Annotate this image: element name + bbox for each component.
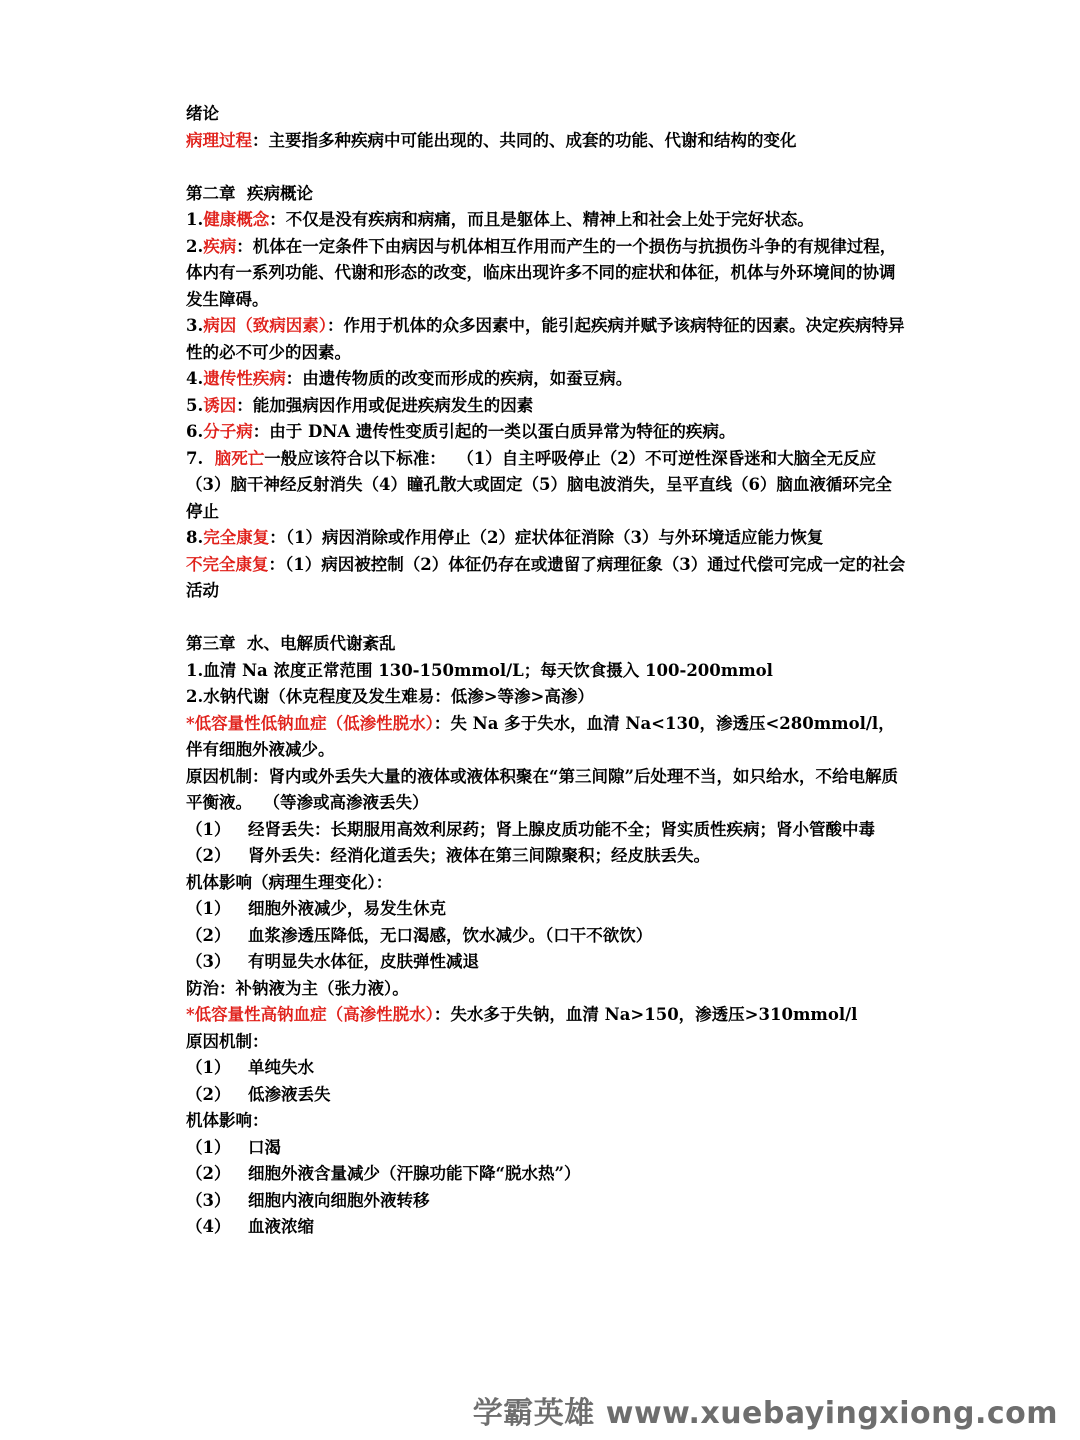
list-item: （3） 有明显失水体征，皮肤弹性减退 — [186, 952, 479, 971]
hyper-definition: *低容量性高钠血症（高渗性脱水）：失水多于失钠，血清 Na>150，渗透压>310mmol/l — [186, 1005, 858, 1024]
ch3-line: 2.水钠代谢（休克程度及发生难易：低渗>等渗>高渗） — [186, 687, 594, 706]
list-item: （4） 血液浓缩 — [186, 1217, 314, 1236]
term-highlight: 不完全康复 — [186, 554, 269, 574]
document-page — [186, 101, 906, 1241]
ch2-item: 不完全康复：（1）病因被控制（2）体征仍存在或遗留了病理征象（3）通过代偿可完成一定的社会活动 — [186, 554, 906, 600]
hyper-cause-label: 原因机制： — [186, 1031, 269, 1051]
term-highlight: 分子病 — [203, 422, 253, 441]
list-item: （1） 细胞外液减少，易发生休克 — [186, 899, 446, 918]
hypo-definition: *低容量性低钠血症（低渗性脱水）：失 Na 多于失水，血清 Na<130，渗透压<280mmol/l，伴有细胞外液减少。 — [186, 713, 895, 759]
term-highlight: 完全康复 — [203, 528, 270, 547]
ch2-item: 5.诱因：能加强病因作用或促进疾病发生的因素 — [186, 395, 534, 415]
term-highlight: 诱因 — [203, 395, 237, 415]
list-item: （2） 血浆渗透压降低，无口渴感，饮水减少。（口干不欲饮） — [186, 925, 653, 945]
ch2-item: 4.遗传性疾病：由遗传物质的改变而形成的疾病，如蚕豆病。 — [186, 369, 633, 388]
chapter2-heading: 第二章 疾病概论 — [186, 183, 313, 203]
term-highlight: *低容量性高钠血症（高渗性脱水） — [186, 1005, 434, 1024]
hypo-effects-label: 机体影响（病理生理变化）： — [186, 872, 393, 892]
ch2-item: 7. 脑死亡一般应该符合以下标准： （1）自主呼吸停止（2）不可逆性深昏迷和大脑全无反应（3）脑干神经反射消失（4）瞳孔散大或固定（5）脑电波消失，呈平直线（6）脑血液循环完全停止 — [186, 448, 892, 521]
chapter3-heading: 第三章 水、电解质代谢紊乱 — [186, 634, 396, 653]
ch2-item: 3.病因（致病因素）：作用于机体的众多因素中，能引起疾病并赋予该病特征的因素。决定疾病特异性的必不可少的因素。 — [186, 316, 905, 362]
list-item: （2） 细胞外液含量减少（汗腺功能下降“脱水热”） — [186, 1164, 581, 1183]
ch3-line: 1.血清 Na 浓度正常范围 130-150mmol/L；每天饮食摄入 100-200mmol — [186, 660, 773, 680]
list-item: （3） 细胞内液向细胞外液转移 — [186, 1190, 430, 1210]
intro-heading: 绪论 — [186, 104, 219, 123]
term-highlight: 健康概念 — [203, 210, 270, 229]
term-highlight: 脑死亡 — [214, 448, 265, 468]
ch2-item: 1.健康概念：不仅是没有疾病和病痛，而且是躯体上、精神上和社会上处于完好状态。 — [186, 210, 814, 229]
list-item: （2） 低渗液丢失 — [186, 1084, 331, 1104]
list-item: （1） 经肾丢失：长期服用高效利尿药；肾上腺皮质功能不全；肾实质性疾病；肾小管酸中毒 — [186, 819, 875, 839]
watermark: 学霸英雄 www.xuebayingxiong.com — [472, 1396, 1058, 1431]
hyper-effects-label: 机体影响： — [186, 1111, 269, 1130]
term-highlight: 遗传性疾病 — [203, 369, 286, 388]
list-item: （2） 肾外丢失：经消化道丢失；液体在第三间隙聚积；经皮肤丢失。 — [186, 846, 710, 865]
term-highlight: *低容量性低钠血症（低渗性脱水） — [186, 713, 434, 733]
intro-definition: 病理过程：主要指多种疾病中可能出现的、共同的、成套的功能、代谢和结构的变化 — [186, 130, 797, 150]
term-highlight: 疾病 — [203, 236, 237, 256]
ch2-item: 6.分子病：由于 DNA 遗传性变质引起的一类以蛋白质异常为特征的疾病。 — [186, 422, 736, 441]
ch2-item: 2.疾病：机体在一定条件下由病因与机体相互作用而产生的一个损伤与抗损伤斗争的有规律过程，体内有一系列功能、代谢和形态的改变，临床出现许多不同的症状和体征，机体与外环境间的协调发生障碍。 — [186, 236, 897, 309]
hypo-treatment: 防治：补钠液为主（张力液）。 — [186, 978, 409, 998]
term-highlight: 病因（致病因素） — [203, 316, 327, 335]
term-highlight: 病理过程 — [186, 130, 252, 150]
list-item: （1） 单纯失水 — [186, 1058, 314, 1077]
ch2-item: 8.完全康复：（1）病因消除或作用停止（2）症状体征消除（3）与外环境适应能力恢复 — [186, 528, 824, 547]
hypo-cause: 原因机制：肾内或外丢失大量的液体或液体积聚在“第三间隙”后处理不当，如只给水，不给电解质平衡液。 （等渗或高渗液丢失） — [186, 766, 898, 812]
list-item: （1） 口渴 — [186, 1137, 281, 1157]
